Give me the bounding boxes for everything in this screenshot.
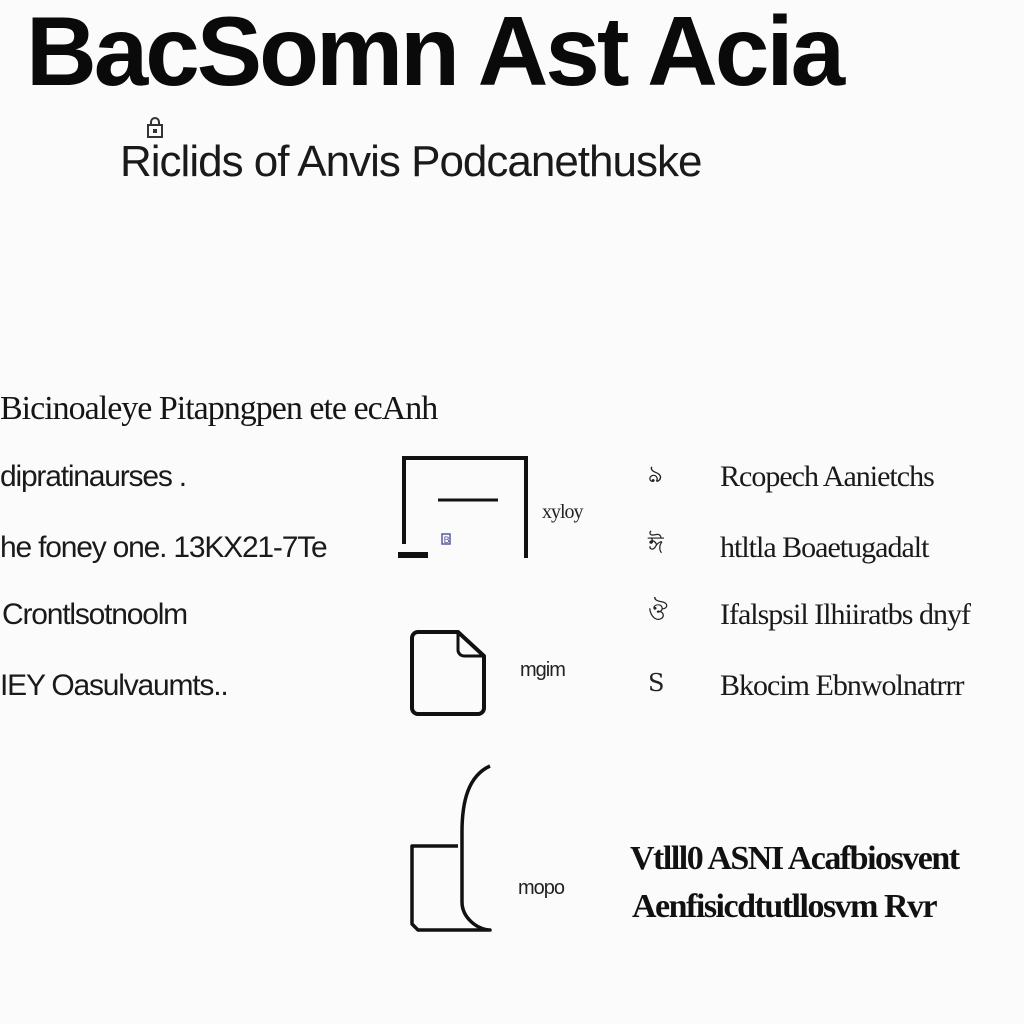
list-item: IEY Oasulvaumts.. (0, 669, 228, 702)
icon-label: mopo (518, 877, 565, 899)
list-bullet-icon: ঈ (648, 531, 664, 559)
list-item: dipratinaurses . (0, 460, 186, 493)
list-item: Bkocim Ebnwolnatrrr (720, 669, 964, 702)
list-item: Ifalspsil Ilhiiratbs dnyf (720, 598, 970, 631)
icon-label: xyloy (542, 501, 583, 523)
list-item: he foney one. 13KX21-7Te (0, 531, 327, 564)
list-bullet-icon: S (648, 669, 665, 697)
tablet-badge-label: B (443, 536, 450, 546)
list-item: htltla Boaetugadalt (720, 531, 929, 564)
page-subtitle: Riclids of Anvis Podcanethuske (120, 137, 702, 186)
list-bullet-icon: ঌ (648, 460, 663, 488)
icon-label: mgim (520, 659, 565, 681)
section-heading: Bicinoaleye Pitapngpen ete ecAnh (0, 390, 438, 427)
phone-icon (406, 762, 502, 938)
bottom-line: Vtlll0 ASNI Acafbiosvent (630, 840, 959, 877)
tablet-icon (398, 452, 534, 564)
bottom-line: Aenfisicdtutllosvm Rvr (632, 888, 937, 925)
lock-icon (146, 118, 164, 138)
page-title: BacSomn Ast Acia (26, 0, 843, 106)
document-icon (408, 628, 488, 718)
list-bullet-icon: ঔ (648, 598, 668, 626)
list-item: Rcopech Aanietchs (720, 460, 934, 493)
list-item: Crontlsotnoolm (2, 598, 187, 631)
